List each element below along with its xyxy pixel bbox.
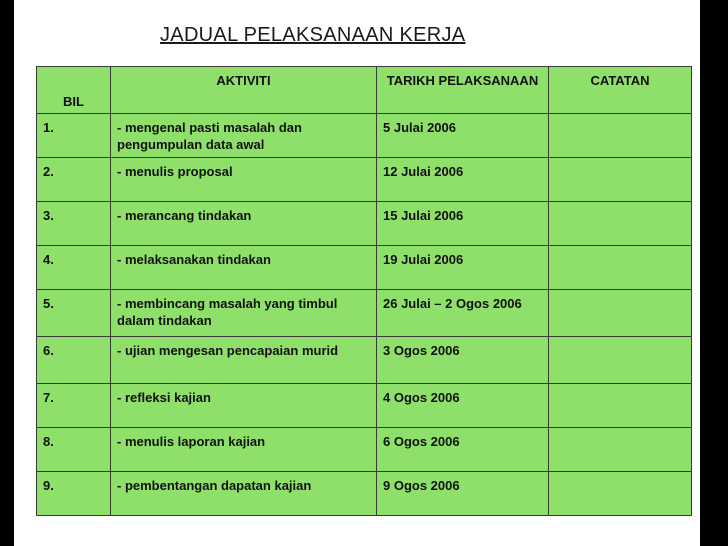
- table-row: [37, 290, 692, 337]
- table-header-row: [37, 67, 692, 114]
- schedule-table: [36, 66, 692, 516]
- row-note: [549, 246, 692, 290]
- row-date: 9 Ogos 2006: [377, 472, 549, 516]
- row-activity: - membincang masalah yang timbul dalam tindakan: [111, 290, 377, 337]
- row-number: 3.: [37, 202, 111, 246]
- row-date: 26 Julai – 2 Ogos 2006: [377, 290, 549, 337]
- table-row: [37, 202, 692, 246]
- row-activity: - mengenal pasti masalah dan pengumpulan data awal: [111, 114, 377, 158]
- row-note: [549, 472, 692, 516]
- row-note: [549, 202, 692, 246]
- row-note: [549, 158, 692, 202]
- row-date: 15 Julai 2006: [377, 202, 549, 246]
- row-number: 5.: [37, 290, 111, 337]
- row-note: [549, 337, 692, 384]
- header-catatan: CATATAN: [549, 67, 692, 114]
- row-number: 2.: [37, 158, 111, 202]
- row-date: 3 Ogos 2006: [377, 337, 549, 384]
- row-note: [549, 384, 692, 428]
- row-activity: - melaksanakan tindakan: [111, 246, 377, 290]
- header-aktiviti: AKTIVITI: [111, 67, 377, 114]
- table-row: [37, 384, 692, 428]
- row-note: [549, 290, 692, 337]
- row-activity: - menulis proposal: [111, 158, 377, 202]
- row-number: 8.: [37, 428, 111, 472]
- row-date: 12 Julai 2006: [377, 158, 549, 202]
- row-activity: - merancang tindakan: [111, 202, 377, 246]
- row-number: 7.: [37, 384, 111, 428]
- table-row: [37, 246, 692, 290]
- row-activity: - ujian mengesan pencapaian murid: [111, 337, 377, 384]
- row-number: 6.: [37, 337, 111, 384]
- page-title: JADUAL PELAKSANAAN KERJA: [160, 24, 466, 46]
- row-number: 9.: [37, 472, 111, 516]
- header-tarikh: TARIKH PELAKSANAAN: [377, 67, 549, 114]
- row-activity: - pembentangan dapatan kajian: [111, 472, 377, 516]
- row-number: 1.: [37, 114, 111, 158]
- table-row: [37, 158, 692, 202]
- table-row: [37, 428, 692, 472]
- table-row: [37, 472, 692, 516]
- row-note: [549, 114, 692, 158]
- row-date: 19 Julai 2006: [377, 246, 549, 290]
- table-row: [37, 337, 692, 384]
- table-row: [37, 114, 692, 158]
- row-activity: - menulis laporan kajian: [111, 428, 377, 472]
- header-bil: BIL: [37, 67, 111, 114]
- row-activity: - refleksi kajian: [111, 384, 377, 428]
- row-date: 5 Julai 2006: [377, 114, 549, 158]
- row-date: 4 Ogos 2006: [377, 384, 549, 428]
- row-number: 4.: [37, 246, 111, 290]
- row-note: [549, 428, 692, 472]
- row-date: 6 Ogos 2006: [377, 428, 549, 472]
